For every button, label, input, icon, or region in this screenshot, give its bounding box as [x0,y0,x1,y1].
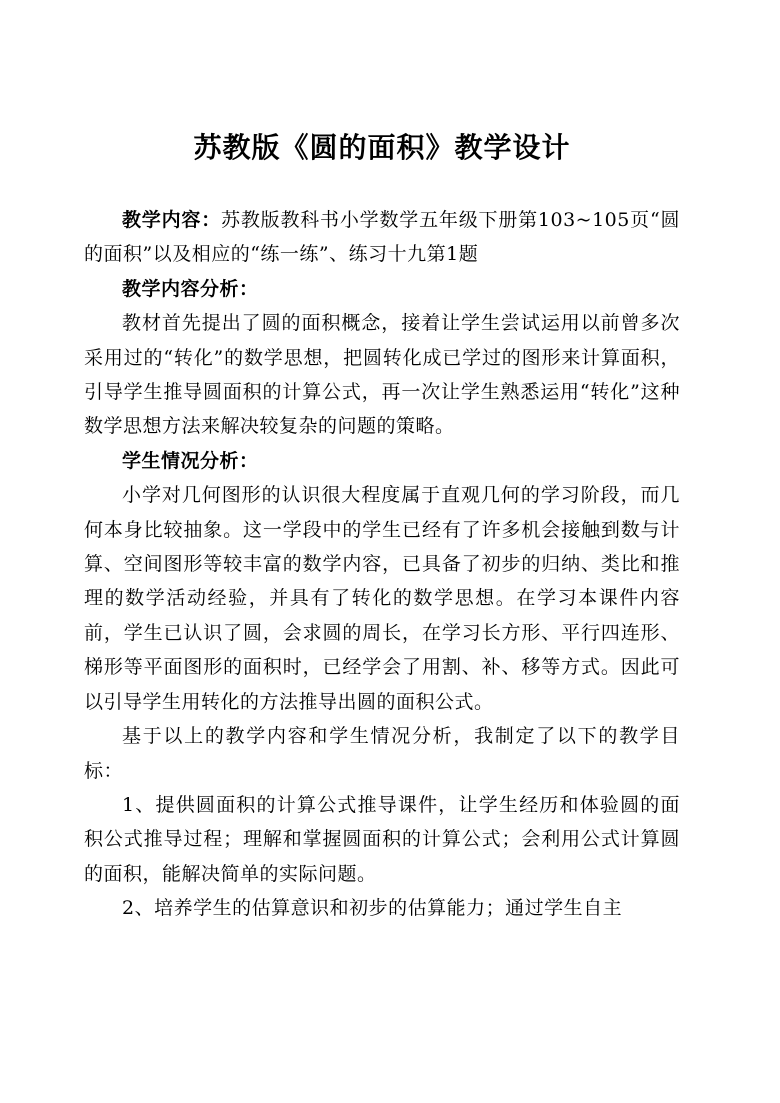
teaching-goal-2: 2、培养学生的估算意识和初步的估算能力；通过学生自主 [122,897,623,920]
document-title: 苏教版《圆的面积》教学设计 [193,131,571,164]
student-analysis-heading: 学生情况分析： [122,449,259,472]
teaching-content-text: 苏教版教科书小学数学五年级下册第103~105页“圆的面积”以及相应的“练一练”、练习十九第1题 [84,209,680,266]
teaching-goals-intro: 基于以上的教学内容和学生情况分析，我制定了以下的教学目标： [84,725,680,782]
teaching-content-paragraph [84,203,680,272]
content-analysis-paragraph: 教材首先提出了圆的面积概念，接着让学生尝试运用以前曾多次采用过的“转化”的数学思想，把圆转化成已学过的图形来计算面积，引导学生推导圆面积的计算公式，再一次让学生熟悉运用“转化”这种数学思想方法来解决较复杂的问题的策略。 [84,312,680,438]
student-analysis-paragraph: 小学对几何图形的认识很大程度属于直观几何的学习阶段，而几何本身比较抽象。这一学段中的学生已经有了许多机会接触到数与计算、空间图形等较丰富的数学内容，已具备了初步的归纳、类比和推理的数学活动经验，并具有了转化的数学思想。在学习本课件内容前，学生已认识了圆，会求圆的周长，在学习长方形、平行四连形、梯形等平面图形的面积时，已经学会了用割、补、移等方式。因此可以引导学生用转化的方法推导出圆的面积公式。 [84,484,680,713]
document-body [84,203,680,926]
content-analysis-heading: 教学内容分析： [122,277,259,300]
teaching-goal-1: 1、提供圆面积的计算公式推导课件，让学生经历和体验圆的面积公式推导过程；理解和掌握圆面积的计算公式；会利用公式计算圆的面积，能解决简单的实际问题。 [84,793,680,885]
teaching-content-label: 教学内容： [122,209,222,231]
